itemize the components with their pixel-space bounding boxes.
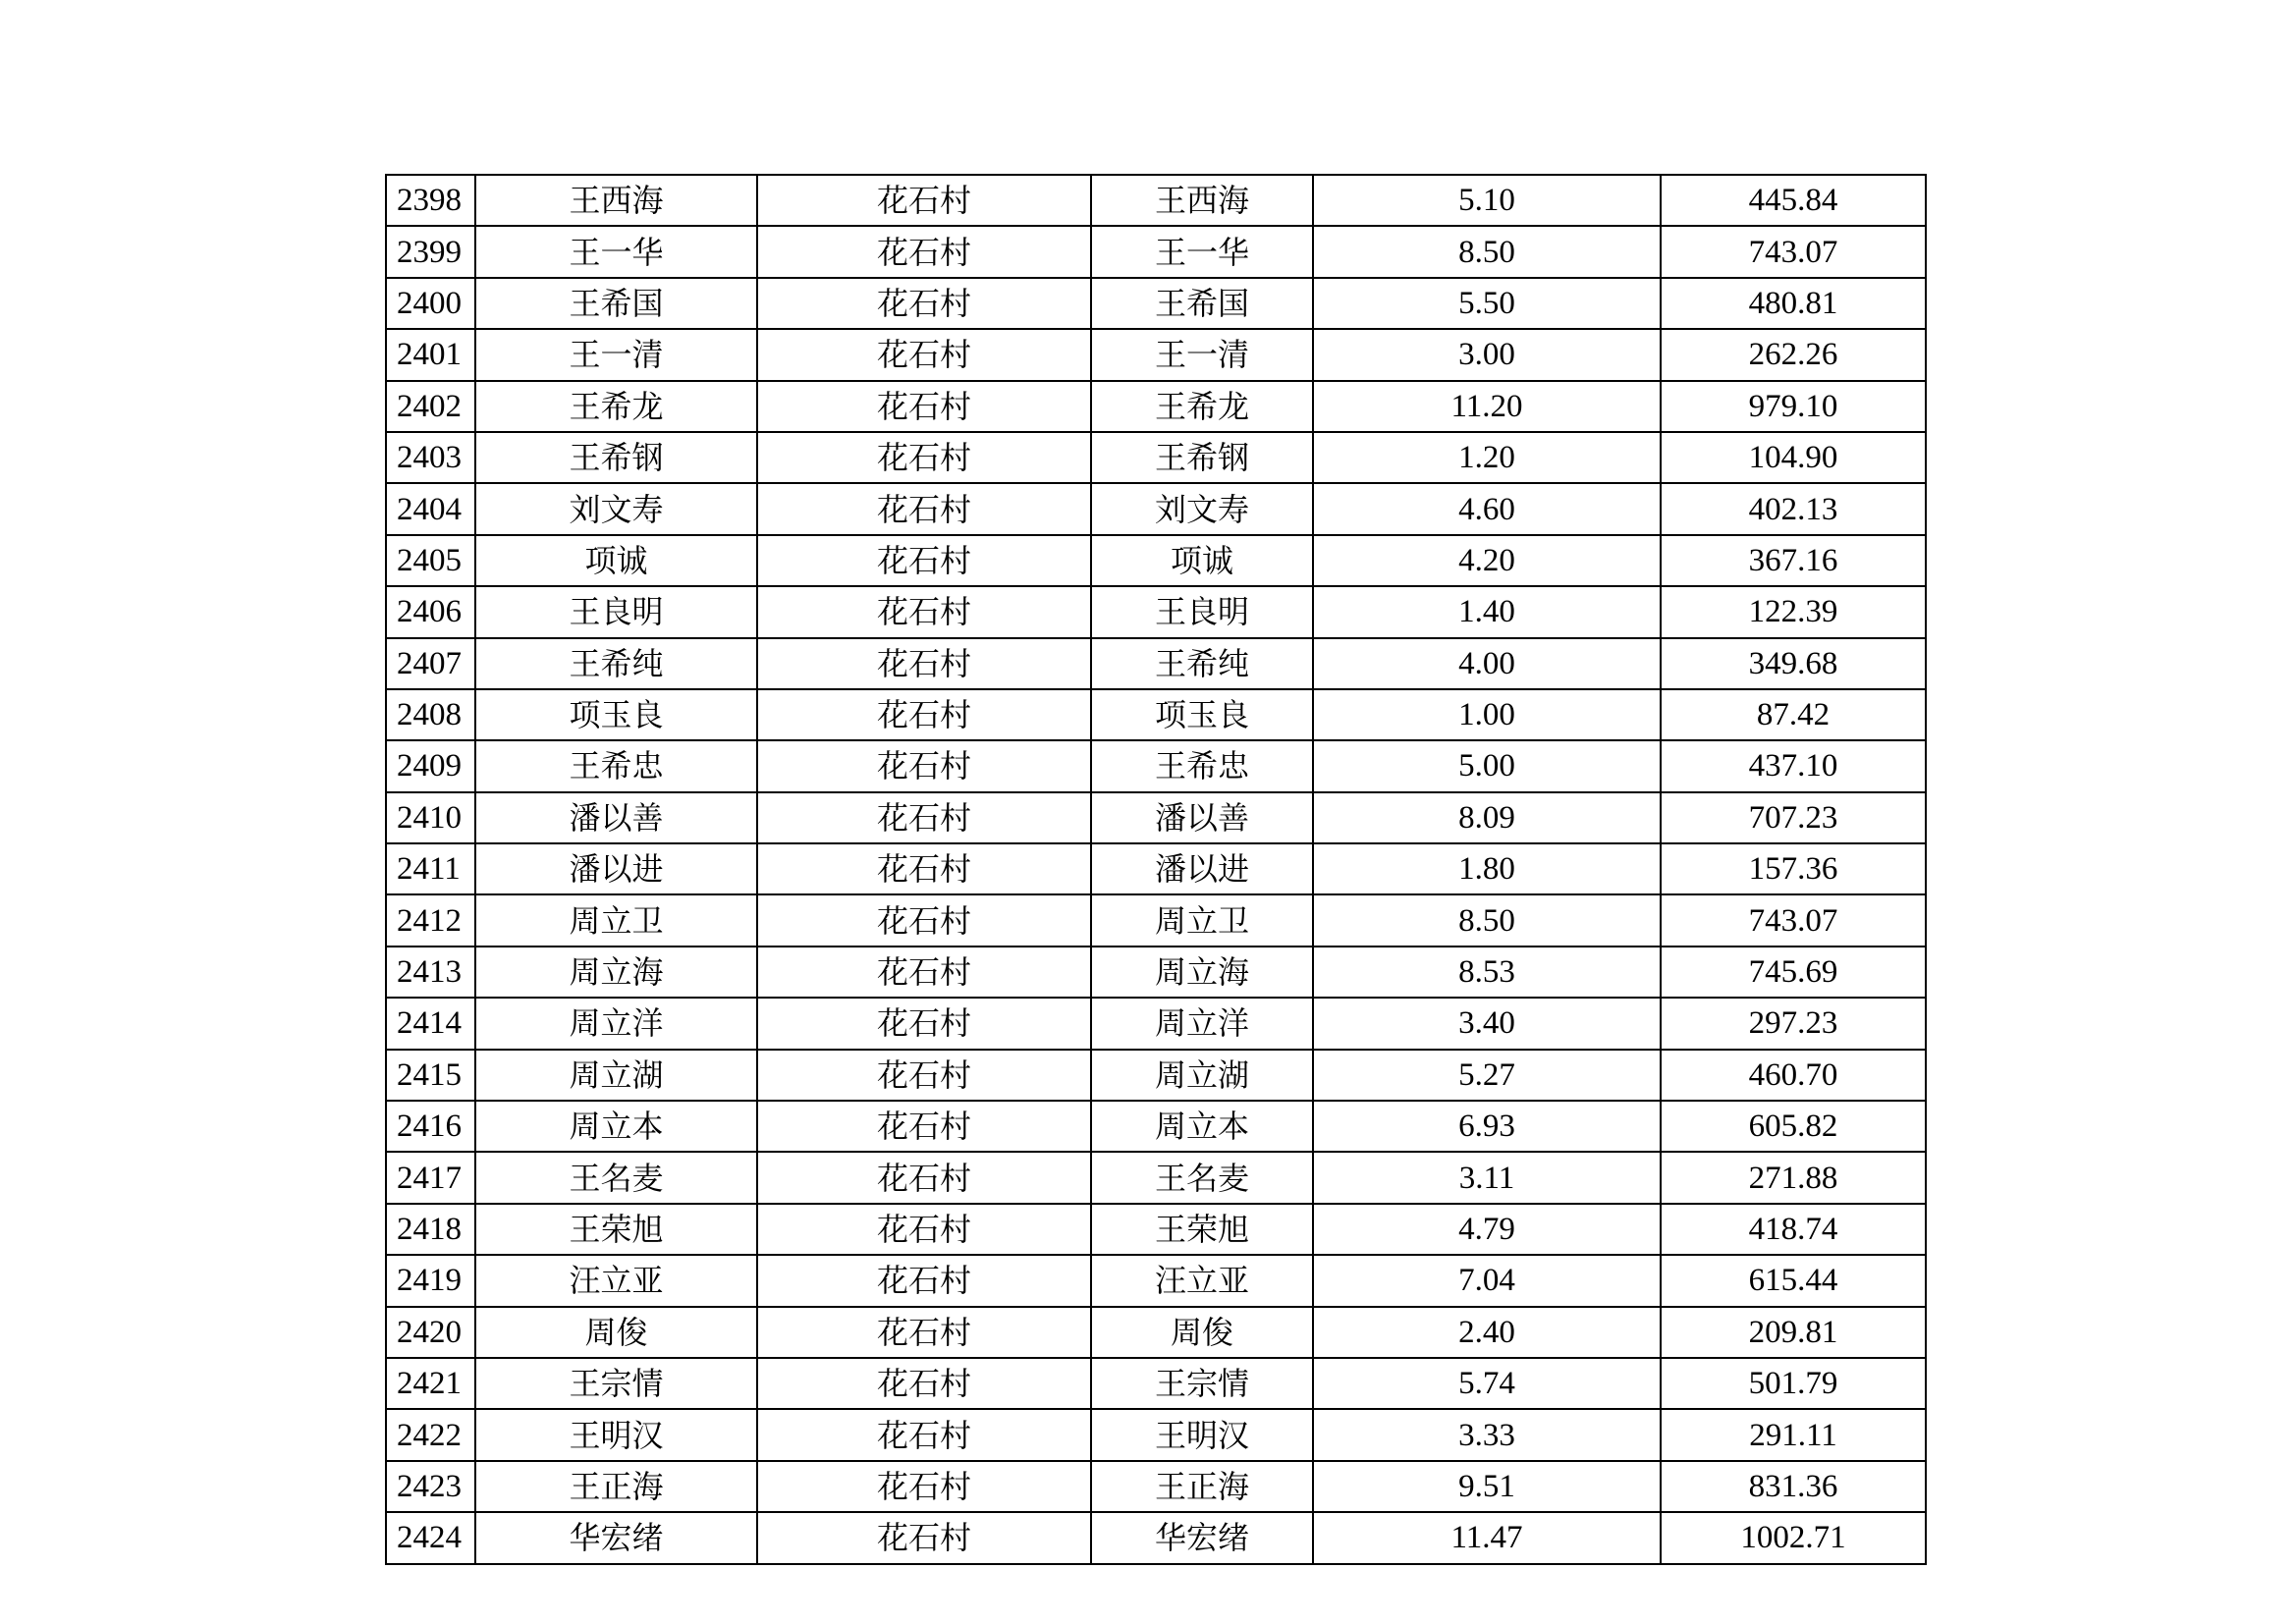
area-cell: 3.40 — [1313, 998, 1661, 1049]
row-number-cell: 2412 — [386, 894, 475, 946]
row-number-cell: 2404 — [386, 483, 475, 534]
amount-cell: 615.44 — [1661, 1255, 1926, 1306]
table-row — [386, 175, 1926, 226]
table-row — [386, 1050, 1926, 1101]
area-cell: 1.20 — [1313, 432, 1661, 483]
table-row — [386, 535, 1926, 586]
name-cell: 王希钢 — [475, 432, 757, 483]
amount-cell: 402.13 — [1661, 483, 1926, 534]
table-row — [386, 998, 1926, 1049]
village-cell: 花石村 — [757, 947, 1091, 998]
area-cell: 5.10 — [1313, 175, 1661, 226]
amount-cell: 157.36 — [1661, 843, 1926, 894]
area-cell: 4.60 — [1313, 483, 1661, 534]
table-row — [386, 1358, 1926, 1409]
row-number-cell: 2400 — [386, 278, 475, 329]
payee-cell: 潘以进 — [1091, 843, 1313, 894]
village-cell: 花石村 — [757, 329, 1091, 380]
area-cell: 1.80 — [1313, 843, 1661, 894]
amount-cell: 209.81 — [1661, 1307, 1926, 1358]
area-cell: 11.20 — [1313, 381, 1661, 432]
area-cell: 8.50 — [1313, 226, 1661, 277]
amount-cell: 445.84 — [1661, 175, 1926, 226]
name-cell: 王名麦 — [475, 1152, 757, 1203]
village-cell: 花石村 — [757, 894, 1091, 946]
village-cell: 花石村 — [757, 226, 1091, 277]
area-cell: 7.04 — [1313, 1255, 1661, 1306]
village-cell: 花石村 — [757, 638, 1091, 689]
row-number-cell: 2410 — [386, 792, 475, 843]
row-number-cell: 2399 — [386, 226, 475, 277]
row-number-cell: 2407 — [386, 638, 475, 689]
row-number-cell: 2423 — [386, 1461, 475, 1512]
payee-cell: 王希龙 — [1091, 381, 1313, 432]
table-row — [386, 226, 1926, 277]
row-number-cell: 2413 — [386, 947, 475, 998]
village-cell: 花石村 — [757, 278, 1091, 329]
name-cell: 潘以善 — [475, 792, 757, 843]
payee-cell: 周俊 — [1091, 1307, 1313, 1358]
area-cell: 3.00 — [1313, 329, 1661, 380]
payee-cell: 王希国 — [1091, 278, 1313, 329]
table-row — [386, 894, 1926, 946]
amount-cell: 271.88 — [1661, 1152, 1926, 1203]
table-row — [386, 1101, 1926, 1152]
payee-cell: 周立洋 — [1091, 998, 1313, 1049]
amount-cell: 979.10 — [1661, 381, 1926, 432]
table-row — [386, 792, 1926, 843]
payee-cell: 王荣旭 — [1091, 1204, 1313, 1255]
name-cell: 周立洋 — [475, 998, 757, 1049]
table-row — [386, 381, 1926, 432]
row-number-cell: 2409 — [386, 740, 475, 791]
name-cell: 王希龙 — [475, 381, 757, 432]
payee-cell: 华宏绪 — [1091, 1512, 1313, 1563]
name-cell: 王希忠 — [475, 740, 757, 791]
row-number-cell: 2398 — [386, 175, 475, 226]
row-number-cell: 2417 — [386, 1152, 475, 1203]
payee-cell: 汪立亚 — [1091, 1255, 1313, 1306]
name-cell: 王希国 — [475, 278, 757, 329]
payee-cell: 刘文寿 — [1091, 483, 1313, 534]
payee-cell: 王宗情 — [1091, 1358, 1313, 1409]
village-cell: 花石村 — [757, 689, 1091, 740]
payee-cell: 王一华 — [1091, 226, 1313, 277]
payee-cell: 王名麦 — [1091, 1152, 1313, 1203]
payee-cell: 周立本 — [1091, 1101, 1313, 1152]
amount-cell: 262.26 — [1661, 329, 1926, 380]
area-cell: 3.11 — [1313, 1152, 1661, 1203]
amount-cell: 349.68 — [1661, 638, 1926, 689]
table-row — [386, 638, 1926, 689]
payee-cell: 王希钢 — [1091, 432, 1313, 483]
name-cell: 项诚 — [475, 535, 757, 586]
payee-cell: 周立海 — [1091, 947, 1313, 998]
payee-cell: 王希忠 — [1091, 740, 1313, 791]
name-cell: 周俊 — [475, 1307, 757, 1358]
amount-cell: 1002.71 — [1661, 1512, 1926, 1563]
name-cell: 王正海 — [475, 1461, 757, 1512]
row-number-cell: 2421 — [386, 1358, 475, 1409]
name-cell: 王西海 — [475, 175, 757, 226]
amount-cell: 743.07 — [1661, 226, 1926, 277]
village-cell: 花石村 — [757, 1204, 1091, 1255]
name-cell: 刘文寿 — [475, 483, 757, 534]
village-cell: 花石村 — [757, 1409, 1091, 1460]
name-cell: 周立本 — [475, 1101, 757, 1152]
name-cell: 周立卫 — [475, 894, 757, 946]
village-cell: 花石村 — [757, 1512, 1091, 1563]
village-cell: 花石村 — [757, 792, 1091, 843]
payee-cell: 项诚 — [1091, 535, 1313, 586]
amount-cell: 418.74 — [1661, 1204, 1926, 1255]
amount-cell: 707.23 — [1661, 792, 1926, 843]
amount-cell: 745.69 — [1661, 947, 1926, 998]
village-cell: 花石村 — [757, 998, 1091, 1049]
name-cell: 王良明 — [475, 586, 757, 637]
name-cell: 王一华 — [475, 226, 757, 277]
area-cell: 11.47 — [1313, 1512, 1661, 1563]
name-cell: 王一清 — [475, 329, 757, 380]
name-cell: 王荣旭 — [475, 1204, 757, 1255]
village-cell: 花石村 — [757, 843, 1091, 894]
payee-cell: 周立湖 — [1091, 1050, 1313, 1101]
village-cell: 花石村 — [757, 1307, 1091, 1358]
row-number-cell: 2401 — [386, 329, 475, 380]
village-cell: 花石村 — [757, 1358, 1091, 1409]
name-cell: 项玉良 — [475, 689, 757, 740]
payee-cell: 王正海 — [1091, 1461, 1313, 1512]
village-cell: 花石村 — [757, 432, 1091, 483]
table-row — [386, 278, 1926, 329]
area-cell: 4.79 — [1313, 1204, 1661, 1255]
name-cell: 王明汉 — [475, 1409, 757, 1460]
amount-cell: 437.10 — [1661, 740, 1926, 791]
name-cell: 周立海 — [475, 947, 757, 998]
row-number-cell: 2419 — [386, 1255, 475, 1306]
area-cell: 8.50 — [1313, 894, 1661, 946]
payee-cell: 王一清 — [1091, 329, 1313, 380]
row-number-cell: 2403 — [386, 432, 475, 483]
row-number-cell: 2420 — [386, 1307, 475, 1358]
table-row — [386, 1152, 1926, 1203]
area-cell: 5.27 — [1313, 1050, 1661, 1101]
village-cell: 花石村 — [757, 586, 1091, 637]
village-cell: 花石村 — [757, 1255, 1091, 1306]
amount-cell: 460.70 — [1661, 1050, 1926, 1101]
table-row — [386, 1204, 1926, 1255]
area-cell: 3.33 — [1313, 1409, 1661, 1460]
area-cell: 5.00 — [1313, 740, 1661, 791]
payee-cell: 王西海 — [1091, 175, 1313, 226]
table-row — [386, 1512, 1926, 1563]
amount-cell: 297.23 — [1661, 998, 1926, 1049]
area-cell: 9.51 — [1313, 1461, 1661, 1512]
amount-cell: 122.39 — [1661, 586, 1926, 637]
amount-cell: 104.90 — [1661, 432, 1926, 483]
row-number-cell: 2406 — [386, 586, 475, 637]
area-cell: 4.20 — [1313, 535, 1661, 586]
table-row — [386, 843, 1926, 894]
table-row — [386, 586, 1926, 637]
payee-cell: 潘以善 — [1091, 792, 1313, 843]
area-cell: 2.40 — [1313, 1307, 1661, 1358]
table-row — [386, 483, 1926, 534]
row-number-cell: 2416 — [386, 1101, 475, 1152]
table-body — [386, 175, 1926, 1564]
village-cell: 花石村 — [757, 483, 1091, 534]
row-number-cell: 2424 — [386, 1512, 475, 1563]
name-cell: 王宗情 — [475, 1358, 757, 1409]
amount-cell: 831.36 — [1661, 1461, 1926, 1512]
payee-cell: 王明汉 — [1091, 1409, 1313, 1460]
table-row — [386, 1255, 1926, 1306]
amount-cell: 501.79 — [1661, 1358, 1926, 1409]
village-cell: 花石村 — [757, 535, 1091, 586]
name-cell: 汪立亚 — [475, 1255, 757, 1306]
village-cell: 花石村 — [757, 740, 1091, 791]
table-row — [386, 689, 1926, 740]
row-number-cell: 2422 — [386, 1409, 475, 1460]
name-cell: 潘以进 — [475, 843, 757, 894]
amount-cell: 480.81 — [1661, 278, 1926, 329]
table-row — [386, 1409, 1926, 1460]
village-cell: 花石村 — [757, 381, 1091, 432]
amount-cell: 367.16 — [1661, 535, 1926, 586]
village-cell: 花石村 — [757, 1461, 1091, 1512]
area-cell: 6.93 — [1313, 1101, 1661, 1152]
name-cell: 华宏绪 — [475, 1512, 757, 1563]
name-cell: 周立湖 — [475, 1050, 757, 1101]
area-cell: 1.40 — [1313, 586, 1661, 637]
village-cell: 花石村 — [757, 1152, 1091, 1203]
village-cell: 花石村 — [757, 1050, 1091, 1101]
amount-cell: 291.11 — [1661, 1409, 1926, 1460]
row-number-cell: 2418 — [386, 1204, 475, 1255]
village-cell: 花石村 — [757, 175, 1091, 226]
data-table — [385, 174, 1927, 1565]
row-number-cell: 2402 — [386, 381, 475, 432]
row-number-cell: 2414 — [386, 998, 475, 1049]
payee-cell: 项玉良 — [1091, 689, 1313, 740]
table-row — [386, 432, 1926, 483]
area-cell: 8.53 — [1313, 947, 1661, 998]
area-cell: 1.00 — [1313, 689, 1661, 740]
area-cell: 4.00 — [1313, 638, 1661, 689]
name-cell: 王希纯 — [475, 638, 757, 689]
area-cell: 5.50 — [1313, 278, 1661, 329]
table-row — [386, 329, 1926, 380]
table-row — [386, 947, 1926, 998]
amount-cell: 87.42 — [1661, 689, 1926, 740]
payee-cell: 王良明 — [1091, 586, 1313, 637]
amount-cell: 605.82 — [1661, 1101, 1926, 1152]
area-cell: 8.09 — [1313, 792, 1661, 843]
row-number-cell: 2405 — [386, 535, 475, 586]
amount-cell: 743.07 — [1661, 894, 1926, 946]
row-number-cell: 2411 — [386, 843, 475, 894]
row-number-cell: 2408 — [386, 689, 475, 740]
payee-cell: 王希纯 — [1091, 638, 1313, 689]
table-row — [386, 740, 1926, 791]
payee-cell: 周立卫 — [1091, 894, 1313, 946]
village-cell: 花石村 — [757, 1101, 1091, 1152]
row-number-cell: 2415 — [386, 1050, 475, 1101]
area-cell: 5.74 — [1313, 1358, 1661, 1409]
table-row — [386, 1307, 1926, 1358]
table-row — [386, 1461, 1926, 1512]
